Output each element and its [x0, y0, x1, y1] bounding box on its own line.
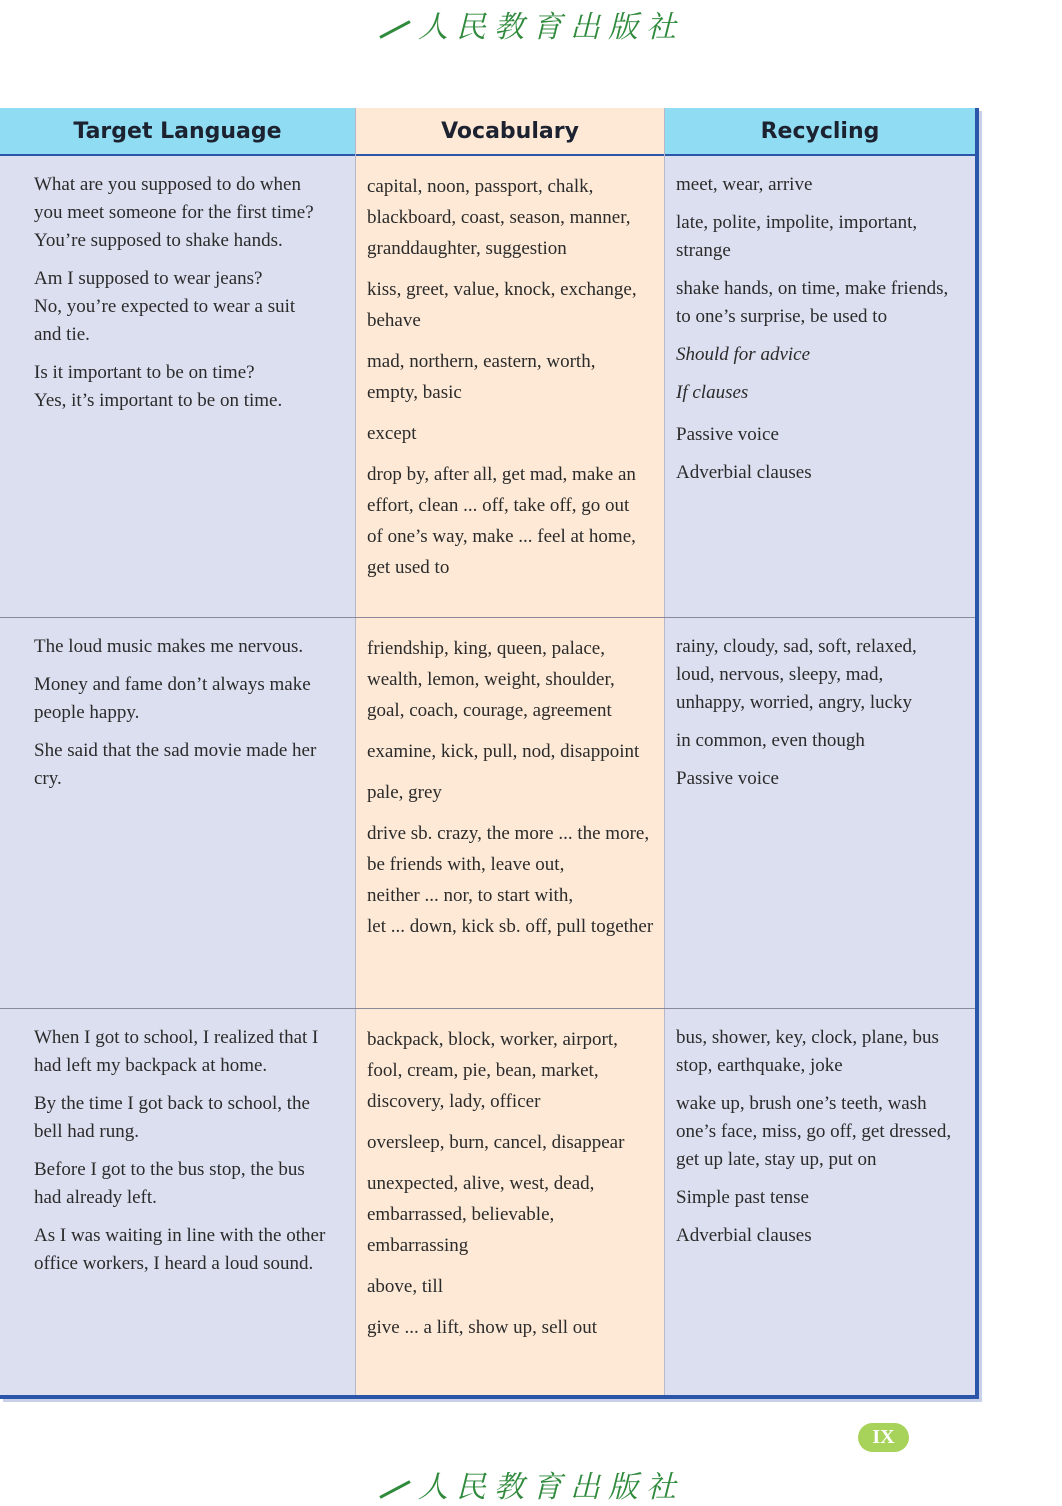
- row-divider: [0, 1008, 975, 1009]
- syllabus-table: [0, 108, 979, 1399]
- target-language-item: As I was waiting in line with the other office workers, I heard a loud sound.: [34, 1225, 326, 1274]
- vocabulary-item: capital, noon, passport, chalk, blackboard, coast, season, manner, granddaughter, suggestion: [367, 176, 631, 259]
- recycling-item: Passive voice: [676, 768, 779, 789]
- target-language-cell: [34, 171, 352, 415]
- recycling-item: If clauses: [676, 382, 749, 403]
- vocabulary-item: examine, kick, pull, nod, disappoint: [367, 741, 640, 762]
- recycling-item: Adverbial clauses: [676, 1225, 812, 1246]
- recycling-item: shake hands, on time, make friends, to one’s surprise, be used to: [676, 278, 949, 327]
- publisher-logo-top: 人民教育出版社: [0, 2, 1062, 46]
- header-recycling: Recycling: [665, 108, 975, 156]
- vocabulary-item: mad, northern, eastern, worth, empty, basic: [367, 351, 596, 403]
- vocabulary-cell: [367, 1024, 662, 1343]
- page-number-badge: IX: [858, 1423, 909, 1452]
- vocabulary-item: backpack, block, worker, airport, fool, cream, pie, bean, market, discovery, lady, officer: [367, 1029, 618, 1112]
- target-language-item: When I got to school, I realized that I had left my backpack at home.: [34, 1027, 319, 1076]
- vocabulary-item: drop by, after all, get mad, make an effort, clean ... off, take off, go out of one’s way, make ... feel at home, get used to: [367, 464, 636, 578]
- recycling-cell: [676, 1024, 971, 1250]
- recycling-item: bus, shower, key, clock, plane, bus stop, earthquake, joke: [676, 1027, 939, 1076]
- header-target-language: Target Language: [0, 108, 355, 156]
- column-divider: [355, 108, 356, 1395]
- vocabulary-item: kiss, greet, value, knock, exchange, behave: [367, 279, 637, 331]
- target-language-cell: [34, 1024, 352, 1278]
- vocabulary-item: above, till: [367, 1276, 443, 1297]
- vocabulary-item: pale, grey: [367, 782, 442, 803]
- recycling-item: in common, even though: [676, 730, 865, 751]
- vocabulary-item: except: [367, 423, 417, 444]
- target-language-item: Before I got to the bus stop, the bus had already left.: [34, 1159, 305, 1208]
- vocabulary-cell: [367, 633, 662, 942]
- recycling-cell: [676, 633, 971, 793]
- recycling-item: late, polite, impolite, important, strange: [676, 212, 918, 261]
- target-language-item: Money and fame don’t always make people happy.: [34, 674, 311, 723]
- recycling-item: meet, wear, arrive: [676, 174, 813, 195]
- recycling-cell: [676, 171, 971, 487]
- recycling-item: wake up, brush one’s teeth, wash one’s face, miss, go off, get dressed, get up late, stay up, put on: [676, 1093, 952, 1170]
- vocabulary-item: unexpected, alive, west, dead, embarrassed, believable, embarrassing: [367, 1173, 595, 1256]
- target-language-item: Am I supposed to wear jeans? No, you’re expected to wear a suit and tie.: [34, 268, 296, 345]
- vocabulary-item: give ... a lift, show up, sell out: [367, 1317, 598, 1338]
- target-language-item: She said that the sad movie made her cry.: [34, 740, 317, 789]
- target-language-item: The loud music makes me nervous.: [34, 636, 304, 657]
- recycling-item: rainy, cloudy, sad, soft, relaxed, loud, nervous, sleepy, mad, unhappy, worried, angry, lucky: [676, 636, 917, 713]
- recycling-item: Adverbial clauses: [676, 462, 812, 483]
- target-language-item: By the time I got back to school, the bell had rung.: [34, 1093, 310, 1142]
- recycling-item: Simple past tense: [676, 1187, 809, 1208]
- recycling-item: Should for advice: [676, 344, 811, 365]
- recycling-item: Passive voice: [676, 424, 779, 445]
- vocabulary-item: oversleep, burn, cancel, disappear: [367, 1132, 625, 1153]
- vocabulary-item: drive sb. crazy, the more ... the more, be friends with, leave out, neither ... nor, to start with, let ... down, kick sb. off, pull together: [367, 823, 654, 937]
- row-divider: [0, 617, 975, 618]
- target-language-item: Is it important to be on time? Yes, it’s important to be on time.: [34, 362, 283, 411]
- vocabulary-cell: [367, 171, 662, 583]
- target-language-item: What are you supposed to do when you meet someone for the first time? You’re supposed to shake hands.: [34, 174, 314, 251]
- target-language-cell: [34, 633, 352, 793]
- header-vocabulary: Vocabulary: [356, 108, 664, 156]
- vocabulary-item: friendship, king, queen, palace, wealth, lemon, weight, shoulder, goal, coach, courage, agreement: [367, 638, 615, 721]
- publisher-logo-bottom: 人民教育出版社: [0, 1462, 1062, 1506]
- column-divider: [664, 108, 665, 1395]
